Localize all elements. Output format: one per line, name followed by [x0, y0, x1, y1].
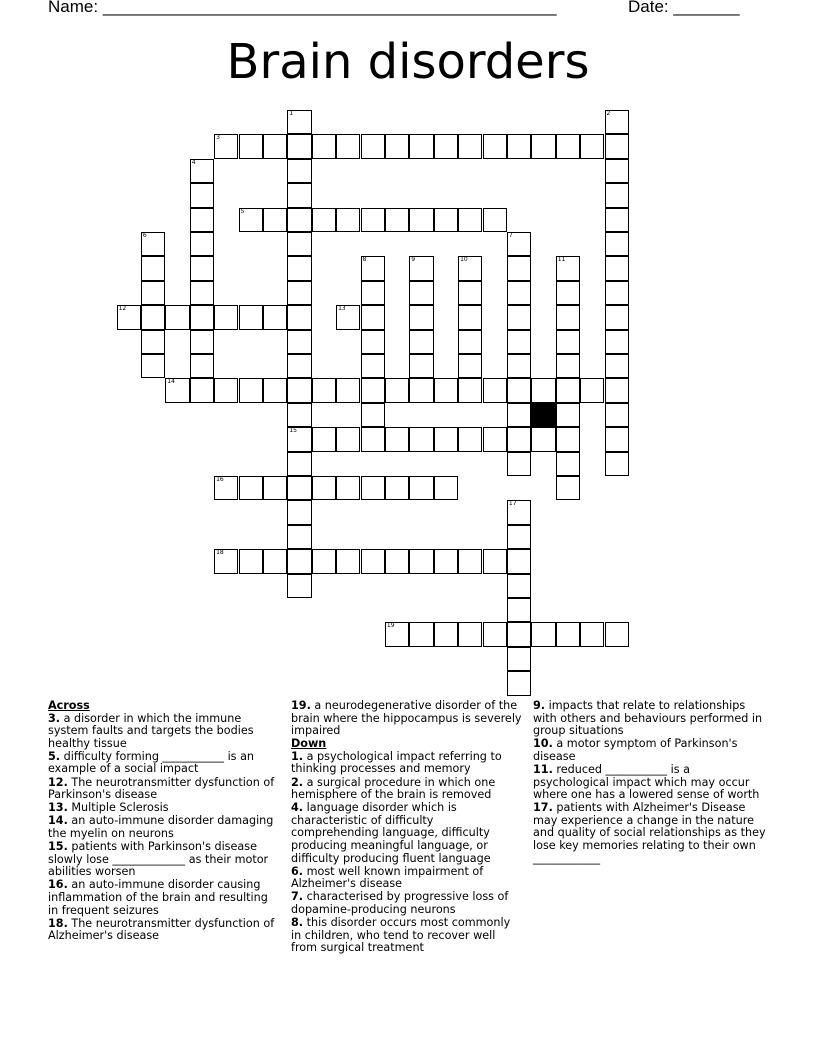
crossword-cell[interactable]	[190, 378, 214, 402]
crossword-cell[interactable]	[361, 354, 385, 378]
clue-number: 18	[216, 549, 224, 557]
crossword-cell[interactable]	[507, 354, 531, 378]
crossword-cell[interactable]	[287, 159, 311, 183]
crossword-cell[interactable]	[385, 622, 409, 646]
crossword-cell[interactable]	[361, 134, 385, 158]
crossword-cell[interactable]	[409, 330, 433, 354]
clue-item-number: 17.	[533, 801, 553, 815]
crossword-cell[interactable]	[605, 281, 629, 305]
clue-item-number: 14.	[48, 814, 68, 828]
crossword-cell[interactable]	[434, 427, 458, 451]
clue-item-number: 16.	[48, 878, 68, 892]
crossword-cell[interactable]	[458, 378, 482, 402]
clue-item-number: 8.	[291, 916, 304, 930]
crossword-cell[interactable]	[385, 476, 409, 500]
crossword-cell[interactable]	[239, 378, 263, 402]
crossword-cell[interactable]	[287, 476, 311, 500]
crossword-cell[interactable]	[287, 549, 311, 573]
crossword-cell[interactable]	[507, 378, 531, 402]
crossword-cell[interactable]	[385, 549, 409, 573]
crossword-cell[interactable]	[507, 305, 531, 329]
crossword-cell[interactable]	[361, 208, 385, 232]
crossword-cell[interactable]	[531, 378, 555, 402]
crossword-cell[interactable]	[507, 330, 531, 354]
crossword-cell[interactable]	[409, 305, 433, 329]
crossword-cell[interactable]	[507, 598, 531, 622]
crossword-cell[interactable]	[287, 232, 311, 256]
clue-item	[48, 815, 278, 840]
crossword-cell[interactable]	[483, 622, 507, 646]
crossword-cell[interactable]	[531, 134, 555, 158]
crossword-cell[interactable]	[507, 525, 531, 549]
crossword-cell[interactable]	[165, 378, 189, 402]
clue-item	[291, 751, 523, 776]
clue-item	[533, 738, 768, 763]
crossword-cell[interactable]	[580, 378, 604, 402]
crossword-cell[interactable]	[214, 378, 238, 402]
crossword-cell[interactable]	[556, 452, 580, 476]
crossword-cell[interactable]	[287, 330, 311, 354]
clue-item-text: patients with Alzheimer's Disease may experience a change in the nature and quality of social relationships as they lose key memories relating to their own ____________	[533, 801, 766, 865]
clue-item	[48, 802, 278, 815]
crossword-cell[interactable]	[458, 134, 482, 158]
clue-item-text: difficulty forming ___________ is an example of a social impact	[48, 749, 255, 776]
crossword-cell[interactable]	[263, 208, 287, 232]
crossword-cell[interactable]	[605, 403, 629, 427]
crossword-cell[interactable]	[434, 134, 458, 158]
clue-item-text: The neurotransmitter dysfunction of Alzheimer's disease	[48, 916, 275, 943]
crossword-cell[interactable]	[336, 134, 360, 158]
crossword-cell[interactable]	[239, 305, 263, 329]
crossword-cell[interactable]	[409, 549, 433, 573]
clue-item-number: 12.	[48, 775, 68, 789]
crossword-cell[interactable]	[458, 549, 482, 573]
crossword-cell[interactable]	[483, 378, 507, 402]
crossword-cell[interactable]	[385, 378, 409, 402]
crossword-cell[interactable]	[409, 256, 433, 280]
crossword-cell[interactable]	[336, 476, 360, 500]
crossword-cell[interactable]	[239, 549, 263, 573]
clue-item-text: an auto-immune disorder causing inflammation of the brain and resulting in frequent seizures	[48, 878, 268, 917]
crossword-cell[interactable]	[556, 476, 580, 500]
clue-item-text: a surgical procedure in which one hemisphere of the brain is removed	[291, 775, 496, 802]
crossword-cell[interactable]	[336, 378, 360, 402]
crossword-cell[interactable]	[458, 281, 482, 305]
crossword-cell[interactable]	[409, 476, 433, 500]
crossword-cell[interactable]	[409, 354, 433, 378]
crossword-cell[interactable]	[361, 403, 385, 427]
crossword-cell[interactable]	[287, 574, 311, 598]
crossword-cell[interactable]	[287, 110, 311, 134]
shaded-cell	[531, 403, 555, 427]
clue-item-text: an auto-immune disorder damaging the myelin on neurons	[48, 814, 274, 840]
crossword-cell[interactable]	[458, 330, 482, 354]
crossword-cell[interactable]	[361, 281, 385, 305]
crossword-cell[interactable]	[263, 476, 287, 500]
clue-item	[291, 802, 523, 865]
crossword-cell[interactable]	[507, 452, 531, 476]
crossword-cell[interactable]	[312, 134, 336, 158]
clue-item-number: 1.	[291, 749, 304, 763]
clue-item-number: 10.	[533, 737, 553, 751]
clue-item-text: a neurodegenerative disorder of the brain where the hippocampus is severely impaired	[291, 699, 522, 738]
clue-item-text: The neurotransmitter dysfunction of Parkinson's disease	[48, 775, 275, 802]
crossword-cell[interactable]	[605, 208, 629, 232]
clue-number: 7	[508, 232, 513, 239]
clue-item	[48, 879, 278, 917]
crossword-cell[interactable]	[263, 378, 287, 402]
crossword-cell[interactable]	[605, 256, 629, 280]
crossword-cell[interactable]	[263, 134, 287, 158]
crossword-cell[interactable]	[312, 378, 336, 402]
clue-number: 9	[411, 256, 416, 264]
crossword-cell[interactable]	[483, 208, 507, 232]
crossword-cell[interactable]	[605, 330, 629, 354]
crossword-cell[interactable]	[605, 427, 629, 451]
crossword-cell[interactable]	[385, 134, 409, 158]
crossword-cell[interactable]	[287, 134, 311, 158]
crossword-cell[interactable]	[605, 622, 629, 646]
crossword-cell[interactable]	[458, 305, 482, 329]
clue-item-text: a disorder in which the immune system faults and targets the bodies healthy tissue	[48, 711, 254, 750]
clue-item	[291, 891, 523, 916]
crossword-cell[interactable]	[190, 281, 214, 305]
crossword-cell[interactable]	[507, 622, 531, 646]
clue-number: 10	[460, 256, 468, 264]
crossword-cell[interactable]	[336, 549, 360, 573]
clue-item-number: 11.	[533, 762, 553, 776]
crossword-cell[interactable]	[458, 622, 482, 646]
clue-number: 11	[557, 256, 566, 264]
crossword-cell[interactable]	[263, 549, 287, 573]
crossword-cell[interactable]	[287, 452, 311, 476]
crossword-cell[interactable]	[434, 622, 458, 646]
clue-item	[291, 777, 523, 802]
crossword-cell[interactable]	[556, 378, 580, 402]
crossword-cell[interactable]	[336, 208, 360, 232]
name-blank[interactable]: ________________________________________________	[102, 0, 557, 16]
crossword-cell[interactable]	[214, 476, 238, 500]
crossword-cell[interactable]	[507, 281, 531, 305]
crossword-cell[interactable]	[287, 354, 311, 378]
crossword-cell[interactable]	[458, 256, 482, 280]
clue-item-text: impacts that relate to relationships with others and behaviours performed in group situations	[533, 699, 763, 738]
clue-item-text: patients with Parkinson's disease slowly lose _____________ as their motor abilities worsen	[48, 840, 269, 879]
crossword-cell[interactable]	[605, 134, 629, 158]
crossword-cell[interactable]	[507, 500, 531, 524]
crossword-cell[interactable]	[507, 427, 531, 451]
crossword-cell[interactable]	[287, 183, 311, 207]
clue-item	[291, 917, 523, 955]
clue-item-text: a motor symptom of Parkinson's disease	[533, 737, 738, 763]
crossword-cell[interactable]	[556, 134, 580, 158]
crossword-cell[interactable]	[409, 622, 433, 646]
crossword-cell[interactable]	[409, 378, 433, 402]
crossword-cell[interactable]	[361, 549, 385, 573]
clue-number: 2	[606, 110, 611, 117]
clue-number: 19	[386, 622, 395, 630]
crossword-cell[interactable]	[458, 427, 482, 451]
crossword-cell[interactable]	[605, 110, 629, 134]
crossword-cell[interactable]	[287, 256, 311, 280]
crossword-cell[interactable]	[214, 549, 238, 573]
crossword-cell[interactable]	[117, 305, 141, 329]
crossword-cell[interactable]	[507, 256, 531, 280]
crossword-cell[interactable]	[605, 232, 629, 256]
clue-item-text: language disorder which is characteristic of difficulty comprehending language, difficulty producing meaningful language, or difficulty producing fluent language	[291, 801, 491, 865]
crossword-cell[interactable]	[361, 305, 385, 329]
crossword-cell[interactable]	[312, 208, 336, 232]
clue-number: 12	[118, 305, 127, 313]
crossword-cell[interactable]	[483, 427, 507, 451]
crossword-cell[interactable]	[556, 281, 580, 305]
crossword-cell[interactable]	[556, 354, 580, 378]
clue-number: 5	[240, 207, 245, 215]
clue-item	[48, 713, 278, 751]
crossword-cell[interactable]	[312, 549, 336, 573]
clue-item-number: 19.	[291, 699, 311, 712]
crossword-cell[interactable]	[580, 622, 604, 646]
clue-item-text: characterised by progressive loss of dopamine-producing neurons	[291, 890, 509, 916]
crossword-cell[interactable]	[605, 305, 629, 329]
crossword-cell[interactable]	[239, 134, 263, 158]
crossword-cell[interactable]	[361, 256, 385, 280]
crossword-cell[interactable]	[507, 134, 531, 158]
clue-number: 16	[216, 476, 224, 483]
crossword-cell[interactable]	[361, 476, 385, 500]
crossword-cell[interactable]	[190, 208, 214, 232]
crossword-cell[interactable]	[287, 403, 311, 427]
crossword-cell[interactable]	[531, 622, 555, 646]
crossword-cell[interactable]	[434, 549, 458, 573]
clue-item-text: Multiple Sclerosis	[67, 801, 169, 815]
crossword-cell[interactable]	[507, 574, 531, 598]
clue-item	[48, 918, 278, 943]
crossword-cell[interactable]	[141, 305, 165, 329]
crossword-cell[interactable]	[434, 208, 458, 232]
crossword-cell[interactable]	[190, 305, 214, 329]
clue-item	[533, 802, 768, 865]
crossword-cell[interactable]	[507, 549, 531, 573]
crossword-cell[interactable]	[287, 378, 311, 402]
crossword-cell[interactable]	[190, 256, 214, 280]
crossword-cell[interactable]	[141, 281, 165, 305]
crossword-cell[interactable]	[141, 232, 165, 256]
crossword-cell[interactable]	[141, 330, 165, 354]
crossword-cell[interactable]	[165, 305, 189, 329]
crossword-cell[interactable]	[336, 305, 360, 329]
crossword-cell[interactable]	[556, 403, 580, 427]
clue-number: 14	[167, 378, 175, 386]
clue-item	[291, 700, 523, 738]
name-label: Name:	[48, 0, 99, 16]
crossword-cell[interactable]	[312, 476, 336, 500]
crossword-cell[interactable]	[239, 476, 263, 500]
crossword-cell[interactable]	[434, 476, 458, 500]
crossword-cell[interactable]	[361, 427, 385, 451]
clue-column-1	[48, 700, 278, 943]
crossword-cell[interactable]	[336, 427, 360, 451]
crossword-cell[interactable]	[605, 378, 629, 402]
crossword-cell[interactable]	[605, 354, 629, 378]
clue-number: 17	[508, 500, 517, 508]
crossword-cell[interactable]	[214, 305, 238, 329]
clue-item	[533, 700, 768, 738]
clue-item-text: a psychological impact referring to thinking processes and memory	[291, 749, 502, 776]
crossword-cell[interactable]	[507, 232, 531, 256]
crossword-cell[interactable]	[287, 525, 311, 549]
clue-number: 4	[191, 158, 196, 166]
crossword-cell[interactable]	[361, 330, 385, 354]
clue-item-text: reduced ___________ is a psychological impact which may occur where one has a lowered sense of worth	[533, 762, 760, 802]
crossword-cell[interactable]	[190, 330, 214, 354]
crossword-cell[interactable]	[458, 354, 482, 378]
crossword-cell[interactable]	[556, 330, 580, 354]
clue-number: 15	[289, 427, 297, 435]
crossword-cell[interactable]	[507, 647, 531, 671]
clue-item	[533, 764, 768, 802]
clue-item-number: 6.	[291, 864, 304, 878]
crossword-cell[interactable]	[190, 183, 214, 207]
clue-item	[48, 841, 278, 879]
across-heading: Across	[48, 699, 90, 712]
crossword-cell[interactable]	[287, 427, 311, 451]
clue-number: 13	[338, 305, 346, 313]
crossword-cell[interactable]	[556, 256, 580, 280]
crossword-cell[interactable]	[409, 208, 433, 232]
clue-number: 8	[362, 256, 367, 264]
crossword-cell[interactable]	[556, 305, 580, 329]
clue-column-2	[291, 700, 523, 955]
crossword-cell[interactable]	[287, 208, 311, 232]
clue-item-number: 7.	[291, 890, 304, 904]
crossword-cell[interactable]	[385, 427, 409, 451]
crossword-cell[interactable]	[556, 427, 580, 451]
clue-item-number: 15.	[48, 840, 68, 854]
down-heading: Down	[291, 737, 327, 751]
clue-item-number: 4.	[291, 801, 304, 815]
date-label: Date:	[628, 0, 669, 16]
crossword-cell[interactable]	[483, 549, 507, 573]
clue-item-text: most well known impairment of Alzheimer's disease	[291, 864, 484, 891]
crossword-cell[interactable]	[507, 671, 531, 695]
crossword-cell[interactable]	[312, 427, 336, 451]
clue-item-number: 13.	[48, 801, 68, 815]
crossword-cell[interactable]	[385, 208, 409, 232]
clue-item-number: 2.	[291, 775, 304, 789]
crossword-cell[interactable]	[531, 427, 555, 451]
crossword-cell[interactable]	[190, 159, 214, 183]
crossword-cell[interactable]	[287, 281, 311, 305]
crossword-cell[interactable]	[434, 378, 458, 402]
crossword-cell[interactable]	[580, 134, 604, 158]
crossword-cell[interactable]	[483, 134, 507, 158]
crossword-cell[interactable]	[239, 208, 263, 232]
clue-number: 3	[216, 134, 220, 142]
clue-item-number: 18.	[48, 916, 68, 930]
page-title: Brain disorders	[226, 34, 590, 90]
clue-item-number: 3.	[48, 711, 61, 725]
crossword-cell[interactable]	[263, 305, 287, 329]
crossword-cell[interactable]	[409, 281, 433, 305]
crossword-cell[interactable]	[409, 427, 433, 451]
crossword-cell[interactable]	[458, 208, 482, 232]
clue-item-number: 5.	[48, 749, 61, 763]
crossword-cell[interactable]	[556, 622, 580, 646]
crossword-cell[interactable]	[605, 452, 629, 476]
clue-number: 1	[289, 110, 294, 117]
crossword-cell[interactable]	[141, 354, 165, 378]
crossword-cell[interactable]	[409, 134, 433, 158]
crossword-cell[interactable]	[214, 134, 238, 158]
crossword-cell[interactable]	[190, 232, 214, 256]
clue-column-3	[533, 700, 768, 866]
crossword-cell[interactable]	[361, 378, 385, 402]
clue-item	[48, 751, 278, 776]
date-blank[interactable]: _______	[673, 0, 740, 16]
crossword-cell[interactable]	[287, 500, 311, 524]
crossword-cell[interactable]	[605, 183, 629, 207]
clue-item	[291, 866, 523, 891]
clue-item-number: 9.	[533, 699, 546, 712]
crossword-cell[interactable]	[141, 256, 165, 280]
crossword-cell[interactable]	[507, 403, 531, 427]
crossword-cell[interactable]	[190, 354, 214, 378]
crossword-cell[interactable]	[287, 305, 311, 329]
clue-item	[48, 777, 278, 802]
crossword-cell[interactable]	[605, 159, 629, 183]
clue-item-text: this disorder occurs most commonly in children, who tend to recover well from surgical treatment	[291, 916, 511, 955]
clue-number: 6	[142, 232, 147, 239]
